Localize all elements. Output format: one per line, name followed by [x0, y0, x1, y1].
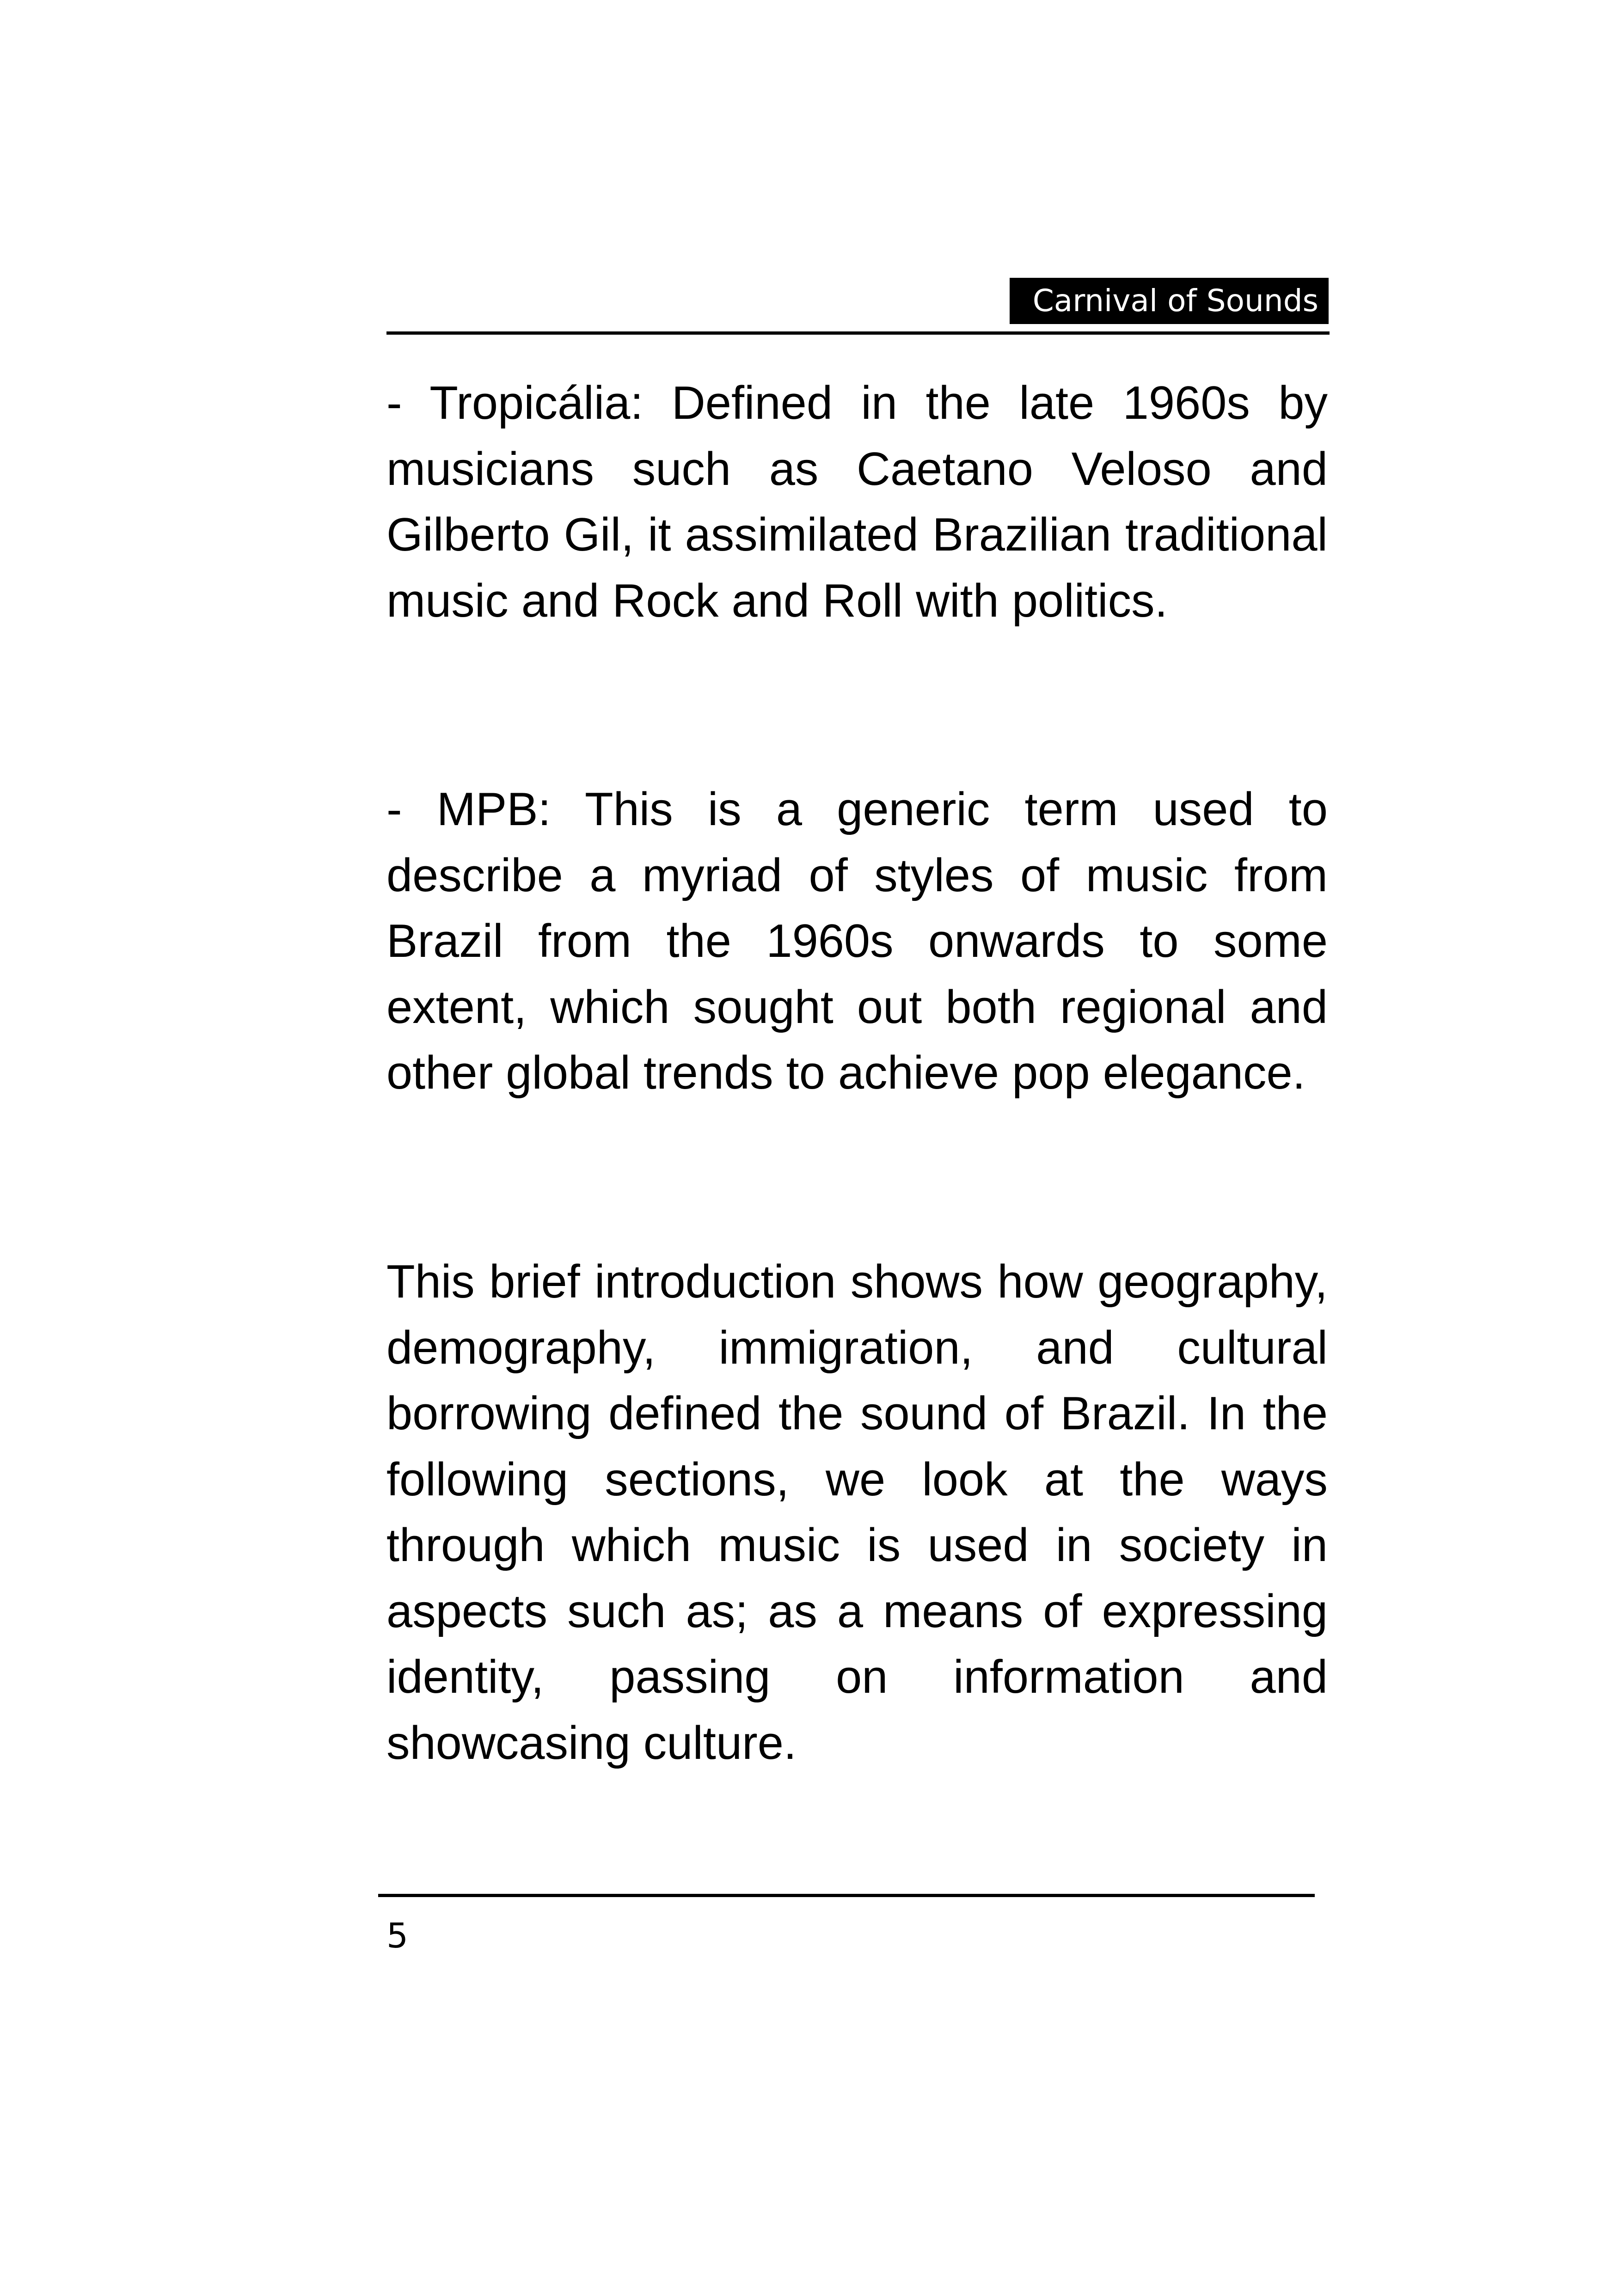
page-number: 5: [386, 1916, 409, 1956]
running-header-title: Carnival of Sounds: [1010, 278, 1329, 324]
paragraph-mpb: - MPB: This is a generic term used to describe a myriad of styles of music from Brazil from the 1960s onwards to some extent, which sought out both regional and other global trends to achieve pop elegance.: [386, 784, 1328, 1099]
footer-divider: [378, 1894, 1315, 1897]
header-divider: [386, 331, 1330, 335]
paragraph-introduction-summary: This brief introduction shows how geography, demography, immigration, and cultural borrowing defined the sound of Brazil. In the following sections, we look at the ways through which music is used in society in aspects such as; as a means of expressing identity, passing on information and showcasing culture.: [386, 1256, 1328, 1769]
paragraph-tropicalia: - Tropicália: Defined in the late 1960s by musicians such as Caetano Veloso and Gilberto Gil, it assimilated Brazilian traditional music and Rock and Roll with politics.: [386, 377, 1328, 627]
